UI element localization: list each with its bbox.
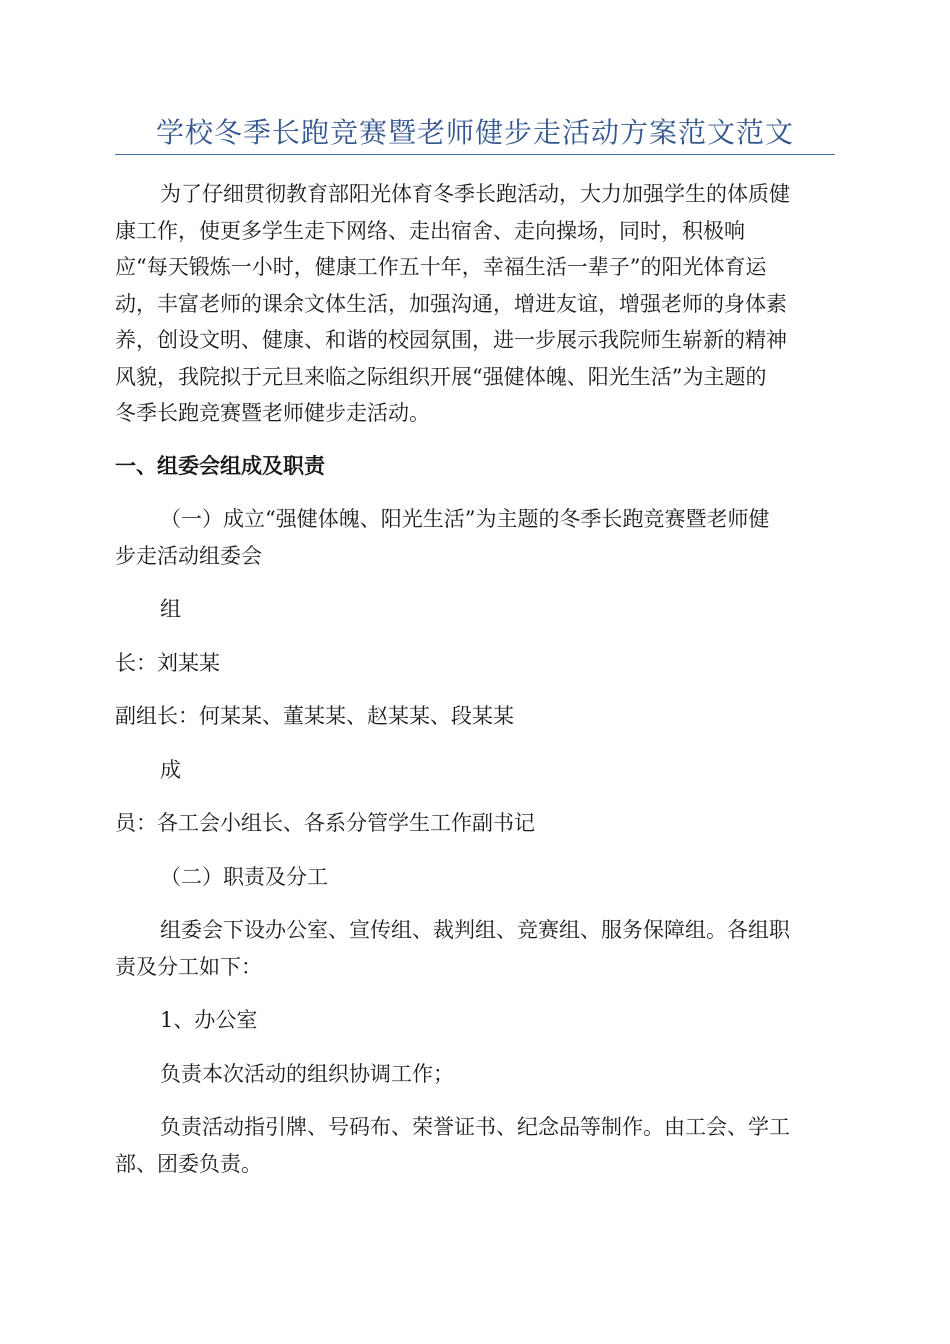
text-line: 养，创设文明、健康、和谐的校园氛围，进一步展示我院师生崭新的精神 [115,328,787,352]
text-line: 康工作，使更多学生走下网络、走出宿舍、走向操场，同时，积极响 [115,218,745,243]
office-title: 1、办公室 [160,1008,258,1032]
document-title: 学校冬季长跑竞赛暨老师健步走活动方案范文范文 [155,116,794,149]
groups-paragraph [115,912,835,985]
text-line: 步走活动组委会 [115,543,262,568]
text-line: 负责活动指引牌、号码布、荣誉证书、纪念品等制作。由工会、学工 [160,1115,790,1139]
office-duty-paragraph [115,1109,835,1182]
document-body [115,176,835,1182]
section-heading: 一、组委会组成及职责 [115,452,325,478]
subsection-one [115,501,835,574]
intro-paragraph [115,176,835,432]
subsection-two: （二）职责及分工 [160,864,328,889]
text-line: 组委会下设办公室、宣传组、裁判组、竞赛组、服务保障组。各组职 [160,918,790,942]
text-line: 风貌，我院拟于元旦来临之际组织开展“强健体魄、阳光生活”为主题的 [115,364,767,389]
text-line: （一）成立“强健体魄、阳光生活”为主题的冬季长跑竞赛暨老师健 [160,507,770,531]
office-duty: 负责本次活动的组织协调工作； [160,1061,454,1086]
leader-label-start: 组 [160,597,181,621]
deputy-leader-line: 副组长：何某某、董某某、赵某某、段某某 [115,704,514,728]
text-line: 应“每天锻炼一小时，健康工作五十年，幸福生活一辈子”的阳光体育运 [115,255,767,279]
text-line: 部、团委负责。 [115,1151,262,1176]
member-line: 员：各工会小组长、各系分管学生工作副书记 [115,811,535,835]
text-line: 动，丰富老师的课余文体生活，加强沟通，增进友谊，增强老师的身体素 [115,291,787,316]
member-label-start: 成 [160,757,181,782]
text-line: 责及分工如下： [115,954,262,979]
text-line: 冬季长跑竞赛暨老师健步走活动。 [115,401,430,425]
title-underline [115,154,835,155]
text-line: 为了仔细贯彻教育部阳光体育冬季长跑活动，大力加强学生的体质健 [160,182,790,206]
leader-line: 长：刘某某 [115,650,220,675]
